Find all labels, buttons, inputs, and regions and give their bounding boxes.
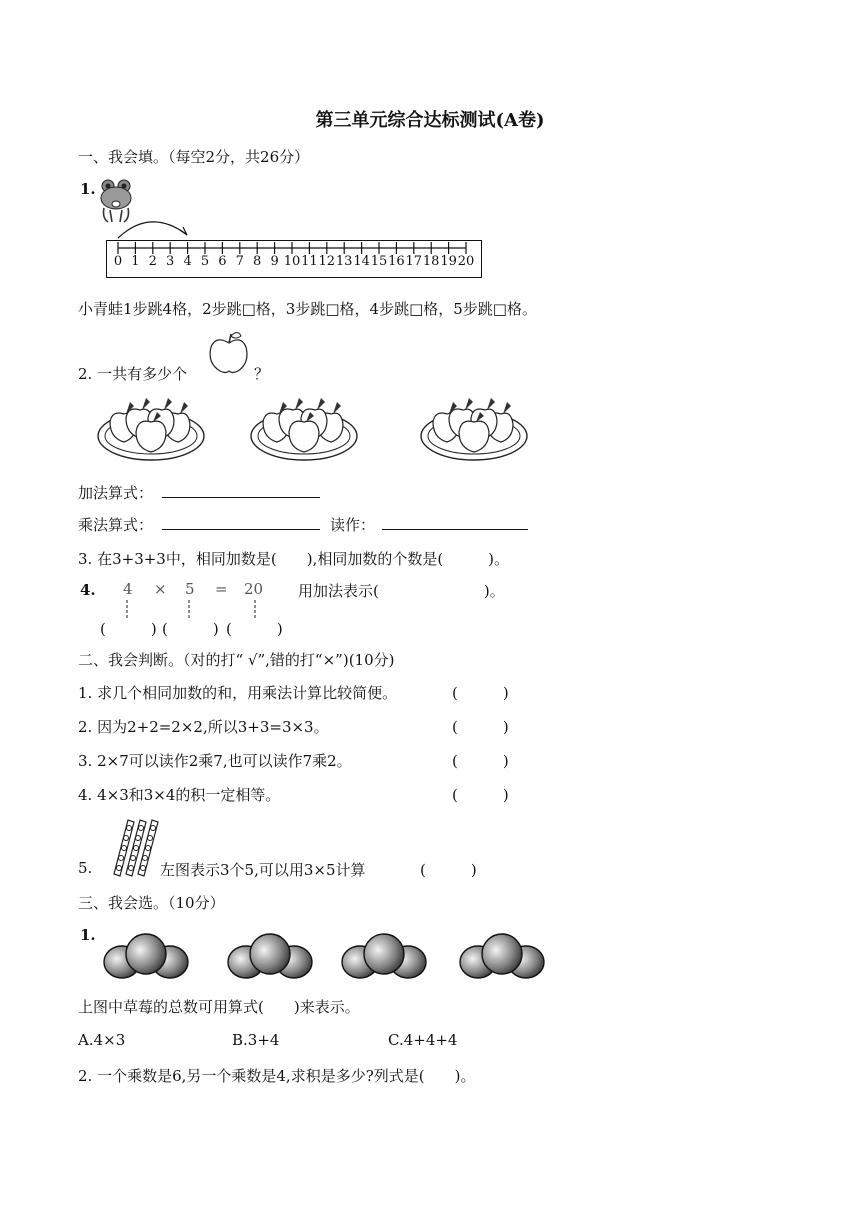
q4-dashed-connectors (120, 598, 270, 620)
q4-times: × (154, 580, 167, 598)
ruler-tick-label: 5 (200, 254, 210, 269)
judge-paren-5[interactable]: ( ) (420, 861, 477, 879)
q4-number: 4. (80, 581, 96, 599)
ruler-tick-label: 17 (405, 254, 423, 269)
q4-product: 20 (244, 580, 264, 598)
judge-item-3: 3. 2×7可以读作2乘7,也可以读作7乘2。 (78, 752, 352, 770)
judge-item-2: 2. 因为2+2=2×2,所以3+3=3×3。 (78, 718, 329, 736)
ruler-tick-label: 3 (166, 254, 175, 269)
q3-text: 3. 在3+3+3中，相同加数是( ),相同加数的个数是( )。 (78, 550, 510, 568)
q4-paren-1[interactable]: ( ) (100, 620, 157, 638)
q1-number: 1. (80, 180, 96, 198)
judge-item-1: 1. 求几个相同加数的和，用乘法计算比较简便。 (78, 684, 398, 702)
judge-paren-4[interactable]: ( ) (452, 786, 509, 804)
ruler-tick-label: 19 (440, 254, 457, 269)
read-answer-line[interactable] (382, 514, 528, 530)
ruler-tick-label: 1 (131, 254, 140, 269)
section3-heading: 三、我会选。（10分） (78, 894, 225, 912)
q1-text: 小青蛙1步跳4格，2步跳□格，3步跳□格，4步跳□格，5步跳□格。 (78, 300, 537, 318)
addition-label: 加法算式： (78, 484, 154, 502)
ruler-tick-label: 14 (353, 254, 370, 269)
strawberry-group-1 (102, 932, 192, 982)
strawberry-group-2 (226, 932, 316, 982)
judge-item-4: 4. 4×3和3×4的积一定相等。 (78, 786, 281, 804)
ruler-tick-label: 11 (301, 254, 318, 269)
section1-heading: 一、我会填。（每空2分，共26分） (78, 148, 310, 166)
jump-arc (110, 212, 200, 242)
apple-plate-1 (96, 392, 208, 466)
q4-factor-1: 4 (123, 580, 133, 598)
judge-item-5-number: 5. (78, 859, 93, 877)
ruler-tick-label: 9 (270, 254, 279, 269)
ruler-tick-label: 16 (388, 254, 405, 269)
apple-plate-3 (419, 392, 531, 466)
ruler-tick-label: 0 (113, 254, 123, 269)
ruler-tick-label: 7 (235, 254, 244, 269)
apple-plate-2 (249, 392, 361, 466)
choice-q1-text: 上图中草莓的总数可用算式( )来表示。 (78, 998, 360, 1016)
apple-icon (208, 331, 250, 375)
option-a[interactable]: A.4×3 (78, 1031, 126, 1049)
section2-heading: 二、我会判断。（对的打“ √”,错的打“×”)(10分) (78, 651, 395, 669)
ruler-tick-label: 8 (253, 254, 262, 269)
ruler-tick-label: 20 (457, 254, 475, 269)
ruler-tick-label: 12 (318, 254, 336, 269)
q4-factor-2: 5 (185, 580, 195, 598)
multiplication-label: 乘法算式： (78, 516, 154, 534)
bead-sticks-icon (104, 816, 160, 878)
ruler-tick-label: 15 (370, 254, 388, 269)
judge-paren-3[interactable]: ( ) (452, 752, 509, 770)
strawberry-group-3 (340, 932, 430, 982)
judge-paren-1[interactable]: ( ) (452, 684, 509, 702)
ruler-tick-label: 6 (218, 254, 227, 269)
option-b[interactable]: B.3+4 (232, 1031, 280, 1049)
ruler-tick-label: 13 (335, 254, 353, 269)
choice-q1-number: 1. (80, 926, 96, 944)
choice-q2-text: 2. 一个乘数是6,另一个乘数是4,求积是多少?列式是( )。 (78, 1067, 476, 1085)
strawberry-group-4 (458, 932, 548, 982)
q4-equals: = (215, 580, 228, 598)
ruler-tick-label: 18 (422, 254, 440, 269)
judge-paren-2[interactable]: ( ) (452, 718, 509, 736)
q2-text-after: ？ (254, 365, 270, 383)
ruler-tick-label: 2 (148, 254, 157, 269)
ruler-tick-label: 10 (283, 254, 301, 269)
page-title: 第三单元综合达标测试(A卷) (315, 110, 545, 131)
judge-item-5-text: 左图表示3个5,可以用3×5计算 (160, 861, 366, 879)
q4-paren-2[interactable]: ( ) (162, 620, 219, 638)
q2-text-before: 2. 一共有多少个 (78, 365, 188, 383)
ruler-tick-label: 4 (183, 254, 192, 269)
multiplication-answer-line[interactable] (162, 514, 320, 530)
read-label: 读作： (330, 516, 376, 534)
q4-addition-text: 用加法表示( )。 (298, 582, 505, 600)
option-c[interactable]: C.4+4+4 (388, 1031, 458, 1049)
addition-answer-line[interactable] (162, 482, 320, 498)
q4-paren-3[interactable]: ( ) (226, 620, 283, 638)
